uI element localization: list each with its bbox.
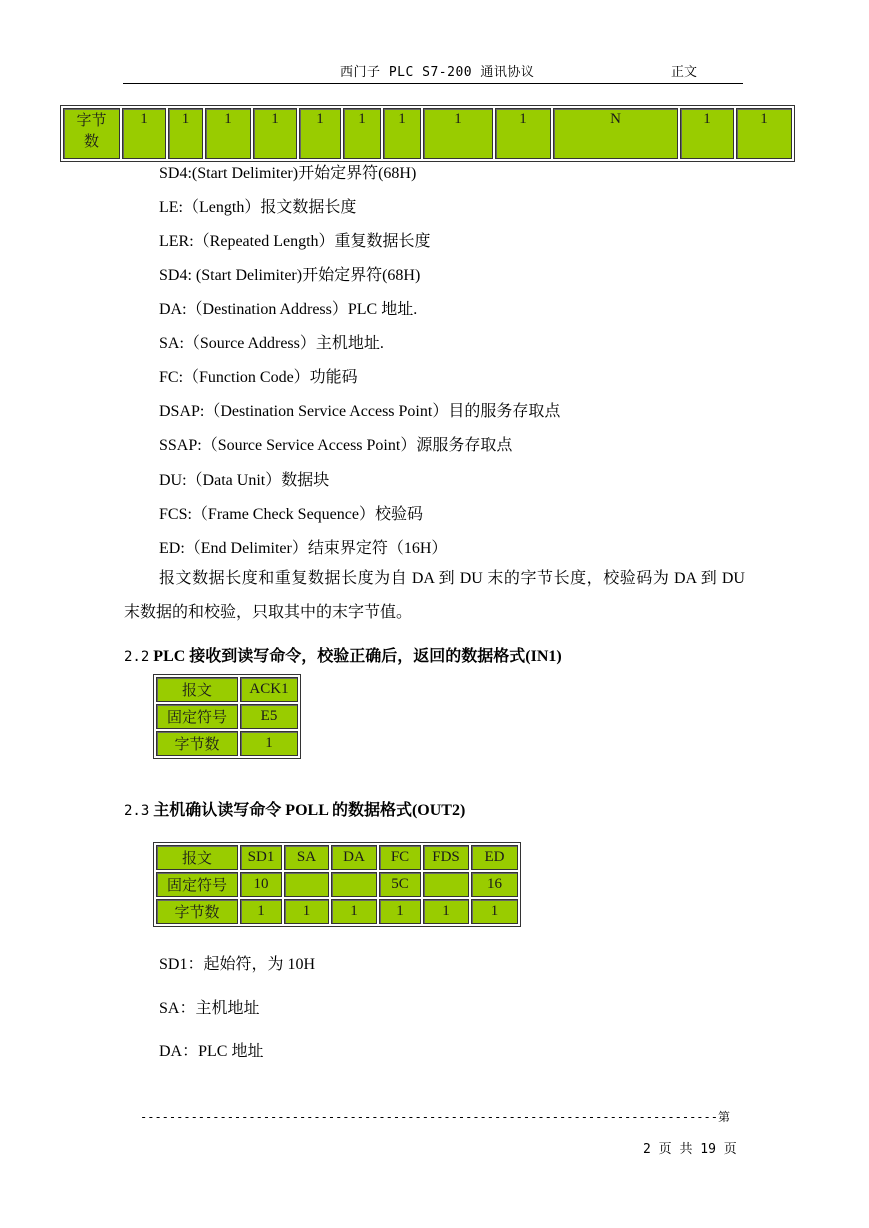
table-cell: FC [379, 845, 421, 870]
table-cell: 1 [253, 108, 297, 159]
definition-line: FCS:（Frame Check Sequence）校验码 [159, 506, 423, 523]
table-cell: 1 [168, 108, 203, 159]
table-cell [331, 872, 377, 897]
table-cell: 5C [379, 872, 421, 897]
page-number: 2 页 共 19 页 [643, 1142, 737, 1157]
table-cell: 1 [240, 731, 298, 756]
table-cell: 1 [240, 899, 282, 924]
definition-line: SD4: (Start Delimiter)开始定界符(68H) [159, 267, 421, 284]
table-cell [423, 872, 469, 897]
table-label-cell: 字节数 [156, 731, 238, 756]
table-cell: FDS [423, 845, 469, 870]
table-label-cell: 字节数 [156, 899, 238, 924]
table-cell: 1 [205, 108, 251, 159]
table-cell: 1 [299, 108, 341, 159]
note-line: DA：PLC 地址 [159, 1043, 264, 1060]
table-cell: SA [284, 845, 329, 870]
section-number: 2.3 [124, 803, 150, 819]
table-cell: DA [331, 845, 377, 870]
body-paragraph: 报文数据长度和重复数据长度为自 DA 到 DU 末的字节长度，校验码为 DA 到 DU 末数据的和校验，只取其中的末字节值。 [124, 570, 745, 621]
note-line: SA：主机地址 [159, 1000, 260, 1017]
definition-line: LER:（Repeated Length）重复数据长度 [159, 233, 431, 250]
section-title: 主机确认读写命令 POLL 的数据格式(OUT2) [153, 802, 466, 819]
definition-line: DU:（Data Unit）数据块 [159, 472, 330, 489]
table-label-cell: 报文 [156, 677, 238, 702]
table-cell: E5 [240, 704, 298, 729]
table-cell: 1 [680, 108, 734, 159]
definition-line: FC:（Function Code）功能码 [159, 369, 358, 386]
table-label-cell: 固定符号 [156, 872, 238, 897]
table-cell: 1 [122, 108, 166, 159]
table-cell: 16 [471, 872, 518, 897]
definition-line: SSAP:（Source Service Access Point）源服务存取点 [159, 437, 513, 454]
section-number: 2.2 [124, 649, 150, 665]
header-section: 正文 [671, 65, 698, 80]
table-cell: 1 [471, 899, 518, 924]
table-label-cell: 字节 数 [63, 108, 120, 159]
ack-format-table [153, 674, 301, 759]
table-cell: ACK1 [240, 677, 298, 702]
section-heading-2-3 [124, 797, 465, 820]
header-divider [123, 83, 743, 84]
table-cell: 1 [379, 899, 421, 924]
table-cell: 1 [343, 108, 381, 159]
table-cell: N [553, 108, 678, 159]
table-cell: 1 [423, 108, 493, 159]
table-label-cell: 固定符号 [156, 704, 238, 729]
table-cell: 1 [331, 899, 377, 924]
table-cell: 10 [240, 872, 282, 897]
definition-line: ED:（End Delimiter）结束界定符（16H） [159, 540, 448, 557]
definition-line: DSAP:（Destination Service Access Point）目的服务存取点 [159, 403, 561, 420]
note-line: SD1：起始符，为 10H [159, 956, 316, 973]
table-cell: 1 [736, 108, 792, 159]
definition-line: SD4:(Start Delimiter)开始定界符(68H) [159, 165, 417, 182]
definition-line: DA:（Destination Address）PLC 地址. [159, 301, 418, 318]
table-label-cell: 报文 [156, 845, 238, 870]
definition-line: SA:（Source Address）主机地址. [159, 335, 384, 352]
definition-line: LE:（Length）报文数据长度 [159, 199, 357, 216]
table-cell: 1 [423, 899, 469, 924]
table-cell: 1 [495, 108, 551, 159]
header-title: 西门子 PLC S7-200 通讯协议 [340, 65, 535, 80]
table-cell [284, 872, 329, 897]
table-cell: ED [471, 845, 518, 870]
poll-format-table [153, 842, 521, 927]
table-cell: 1 [383, 108, 421, 159]
section-heading-2-2 [124, 643, 562, 666]
section-title: PLC 接收到读写命令，校验正确后，返回的数据格式(IN1) [153, 648, 562, 665]
table-cell: 1 [284, 899, 329, 924]
table-cell: SD1 [240, 845, 282, 870]
frame-byte-table [60, 105, 795, 162]
footer-rule: --------------------------------------------------------------------------------第 [140, 1110, 730, 1124]
